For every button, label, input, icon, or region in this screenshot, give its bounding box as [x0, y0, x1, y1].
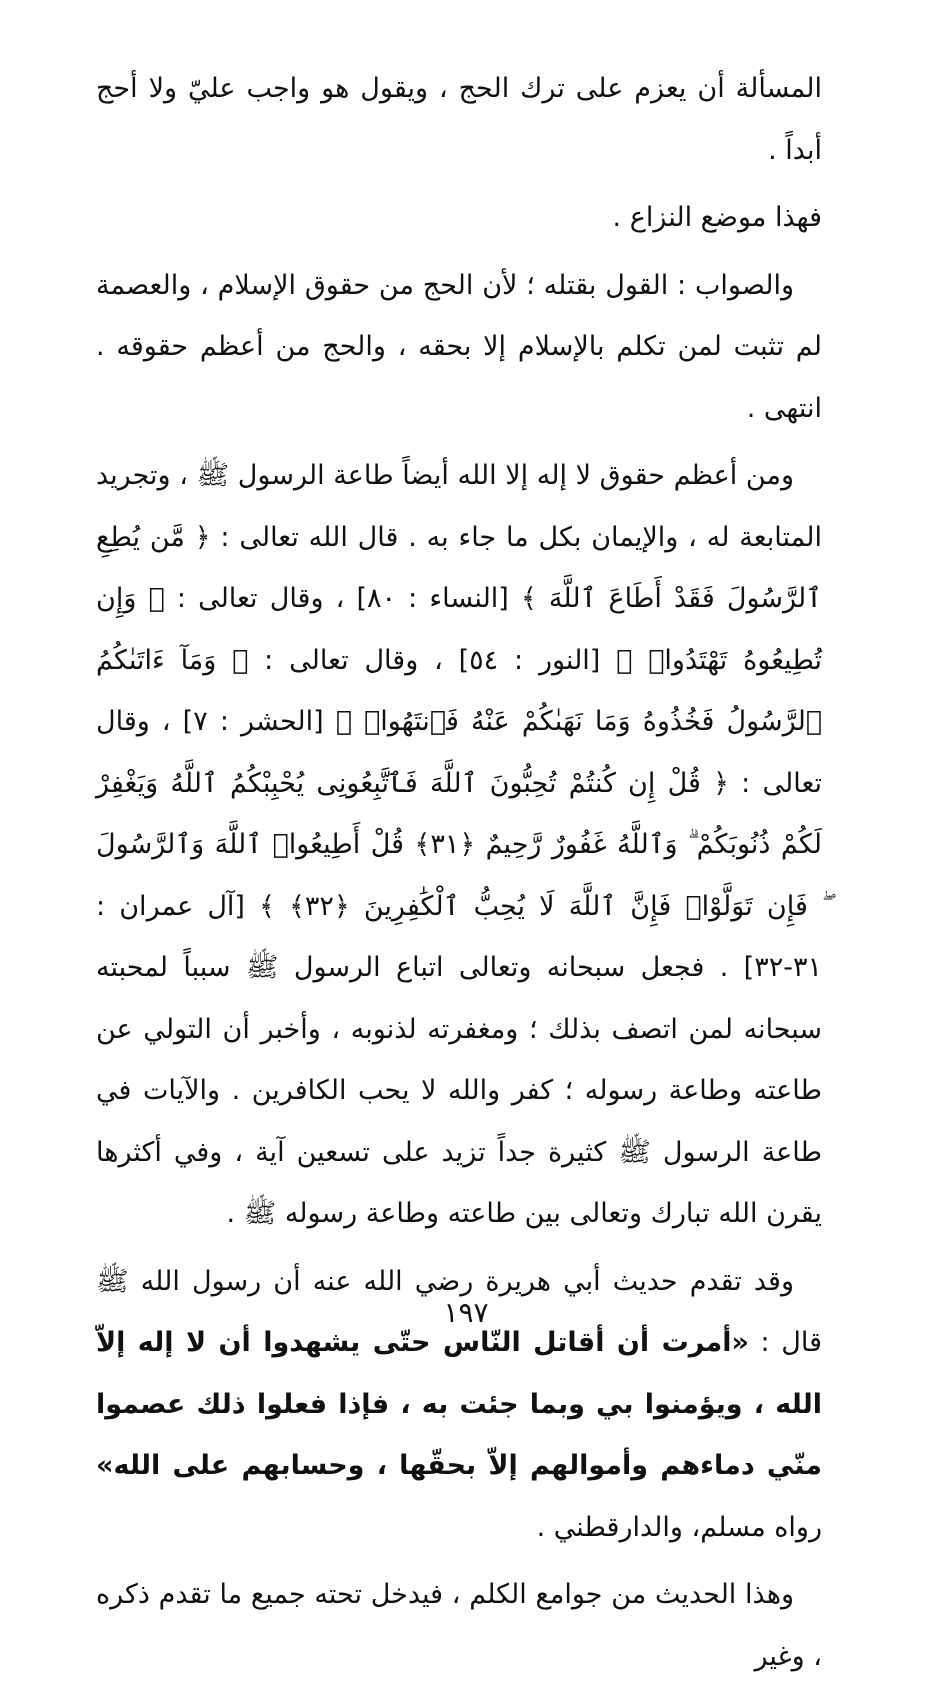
- paragraph-2: فهذا موضع النزاع .: [612, 202, 822, 233]
- hadith-intro: وقد تقدم حديث أبي هريرة رضي الله عنه أن رسول الله ﷺ قال :: [96, 1265, 823, 1358]
- paragraph-3: والصواب : القول بقتله ؛ لأن الحج من حقوق الإسلام ، والعصمة لم تثبت لمن تكلم بالإسلام إلا بحقه ، والحج من أعظم حقوقه . انتهى .: [96, 269, 822, 424]
- hadith-source: رواه مسلم، والدارقطني .: [536, 1511, 822, 1543]
- paragraph-1: المسألة أن يعزم على ترك الحج ، ويقول هو واجب عليّ ولا أحج أبداً .: [96, 73, 822, 166]
- hadith-quote: «أمرت أن أقاتل النّاس حتّى يشهدوا أن لا إله إلاّ الله ، ويؤمنوا بي وبما جئت به ، فإذا فعلوا ذلك عصموا منّي دماءهم وأموالهم إلاّ بحقّها ، وحسابهم على الله»: [96, 1327, 822, 1481]
- paragraph-last: وهذا الحديث من جوامع الكلم ، فيدخل تحته جميع ما تقدم ذكره ، وغير: [96, 1579, 822, 1672]
- body-text: [96, 58, 822, 1693]
- page-number: ١٩٧: [443, 1296, 489, 1329]
- paragraph-4: ومن أعظم حقوق لا إله إلا الله أيضاً طاعة الرسول ﷺ ، وتجريد المتابعة له ، والإيمان بكل ما جاء به . قال الله تعالى : ﴿ مَّن يُطِعِ ٱلرَّسُولَ فَقَدْ أَطَاعَ ٱللَّهَ ﴾ [النساء : ٨٠] ، وقال تعالى : ﴿ وَإِن تُطِيعُوهُ تَهْتَدُوا۟ ﴾ [النور : ٥٤] ، وقال تعالى : ﴿ وَمَآ ءَاتَىٰكُمُ ٱلرَّسُولُ فَخُذُوهُ وَمَا نَهَىٰكُمْ عَنْهُ فَٱنتَهُوا۟ ﴾ [الحشر : ٧] ، وقال تعالى : ﴿ قُلْ إِن كُنتُمْ تُحِبُّونَ ٱللَّهَ فَٱتَّبِعُونِى يُحْبِبْكُمُ ٱللَّهُ وَيَغْفِرْ لَكُمْ ذُنُوبَكُمْ ۗ وَٱللَّهُ غَفُورٌ رَّحِيمٌ ﴿٣١﴾ قُلْ أَطِيعُوا۟ ٱللَّهَ وَٱلرَّسُولَ ۖ فَإِن تَوَلَّوْا۟ فَإِنَّ ٱللَّهَ لَا يُحِبُّ ٱلْكَٰفِرِينَ ﴿٣٢﴾ ﴾ [آل عمران : ٣١-٣٢] . فجعل سبحانه وتعالى اتباع الرسول ﷺ سبباً لمحبته سبحانه لمن اتصف بذلك ؛ ومغفرته لذنوبه ، وأخبر أن التولي عن طاعته وطاعة رسوله ؛ كفر والله لا يحب الكافرين . والآيات في طاعة الرسول ﷺ كثيرة جداً تزيد على تسعين آية ، وفي أكثرها يقرن الله تبارك وتعالى بين طاعته وطاعة رسوله ﷺ .: [96, 460, 823, 1229]
